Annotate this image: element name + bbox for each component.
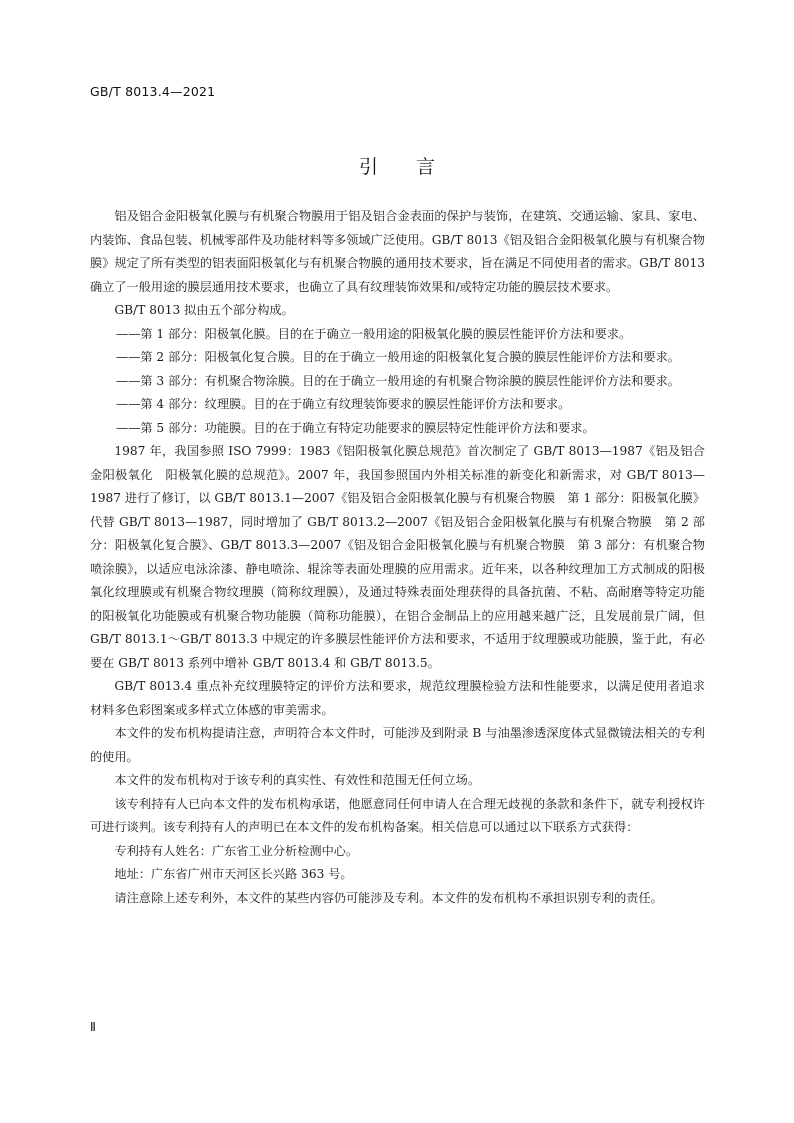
paragraph-history: 1987 年，我国参照 ISO 7999：1983《铝阳极氧化膜总规范》首次制定了 GB/T 8013—1987《铝及铝合金阳极氧化 阳极氧化膜的总规范》。2007 年，我国参照国内外相关标准的新变化和新需求，对 GB/T 8013—1987 进行了修订，以 GB/T 8013.1—2007《铝及铝合金阳极氧化膜与有机聚合物膜 第 1 部分：阳极氧化膜》代替 GB/T 8013—1987，同时增加了 GB/T 8013.2—2007《铝及铝合金阳极氧化膜与有机聚合物膜 第 2 部分：阳极氧化复合膜》、GB/T 8013.3—2007《铝及铝合金阳极氧化膜与有机聚合物膜 第 3 部分：有机聚合物喷涂膜》，以适应电泳涂漆、静电喷涂、辊涂等表面处理膜的应用需求。近年来，以各种纹理加工方式制成的阳极氧化纹理膜或有机聚合物纹理膜（简称纹理膜），及通过特殊表面处理获得的具备抗菌、不粘、高耐磨等特定功能的阳极氧化功能膜或有机聚合物功能膜（简称功能膜），在铝合金制品上的应用越来越广泛，且发展前景广阔，但 GB/T 8013.1～GB/T 8013.3 中规定的许多膜层性能评价方法和要求，不适用于纹理膜或功能膜，鉴于此，有必要在 GB/T 8013 系列中增补 GB/T 8013.4 和 GB/T 8013.5。 xyxy=(90,444,705,670)
patent-holder-address: 地址：广东省广州市天河区长兴路 363 号。 xyxy=(114,867,353,881)
page-title: 引言 xyxy=(358,156,473,178)
list-item-part-3: ——第 3 部分：有机聚合物涂膜。目的在于确立一般用途的有机聚合物涂膜的膜层性能评价方法和要求。 xyxy=(116,373,680,388)
list-item-part-2: ——第 2 部分：阳极氧化复合膜。目的在于确立一般用途的阳极氧化复合膜的膜层性能评价方法和要求。 xyxy=(116,350,680,364)
paragraph-structure: GB/T 8013 拟由五个部分构成。 xyxy=(114,303,294,317)
paragraph-disclaimer: 请注意除上述专利外，本文件的某些内容仍可能涉及专利。本文件的发布机构不承担识别专利的责任。 xyxy=(114,890,663,905)
document-body xyxy=(90,205,705,910)
list-item-part-4: ——第 4 部分：纹理膜。目的在于确立有纹理装饰要求的膜层性能评价方法和要求。 xyxy=(116,397,571,411)
patent-holder-name: 专利持有人姓名：广东省工业分析检测中心。 xyxy=(114,843,359,858)
paragraph-patent-commitment: 该专利持有人已向本文件的发布机构承诺，他愿意同任何申请人在合理无歧视的条款和条件下，就专利授权许可进行谈判。该专利持有人的声明已在本文件的发布机构备案。相关信息可以通过以下联系方式获得： xyxy=(90,796,705,834)
paragraph-intro: 铝及铝合金阳极氧化膜与有机聚合物膜用于铝及铝合金表面的保护与装饰，在建筑、交通运输、家具、家电、内装饰、食品包装、机械零部件及功能材料等多领域广泛使用。GB/T 8013《铝及铝合金阳极氧化膜与有机聚合物膜》规定了所有类型的铝表面阳极氧化与有机聚合物膜的通用技术要求，旨在满足不同使用者的需求。GB/T 8013 确立了一般用途的膜层通用技术要求，也确立了具有纹理装饰效果和/或特定功能的膜层技术要求。 xyxy=(90,209,705,294)
paragraph-focus: GB/T 8013.4 重点补充纹理膜特定的评价方法和要求，规范纹理膜检验方法和性能要求，以满足使用者追求材料多色彩图案或多样式立体感的审美需求。 xyxy=(90,679,705,717)
page-number: Ⅱ xyxy=(90,1020,96,1034)
list-item-part-5: ——第 5 部分：功能膜。目的在于确立有特定功能要求的膜层特定性能评价方法和要求。 xyxy=(116,420,595,435)
list-item-part-1: ——第 1 部分：阳极氧化膜。目的在于确立一般用途的阳极氧化膜的膜层性能评价方法和要求。 xyxy=(116,326,632,341)
standard-code: GB/T 8013.4—2021 xyxy=(90,84,216,99)
paragraph-patent-position: 本文件的发布机构对于该专利的真实性、有效性和范围无任何立场。 xyxy=(114,773,481,787)
paragraph-patent-notice: 本文件的发布机构提请注意，声明符合本文件时，可能涉及到附录 B 与油墨渗透深度体式显微镜法相关的专利的使用。 xyxy=(90,726,705,764)
